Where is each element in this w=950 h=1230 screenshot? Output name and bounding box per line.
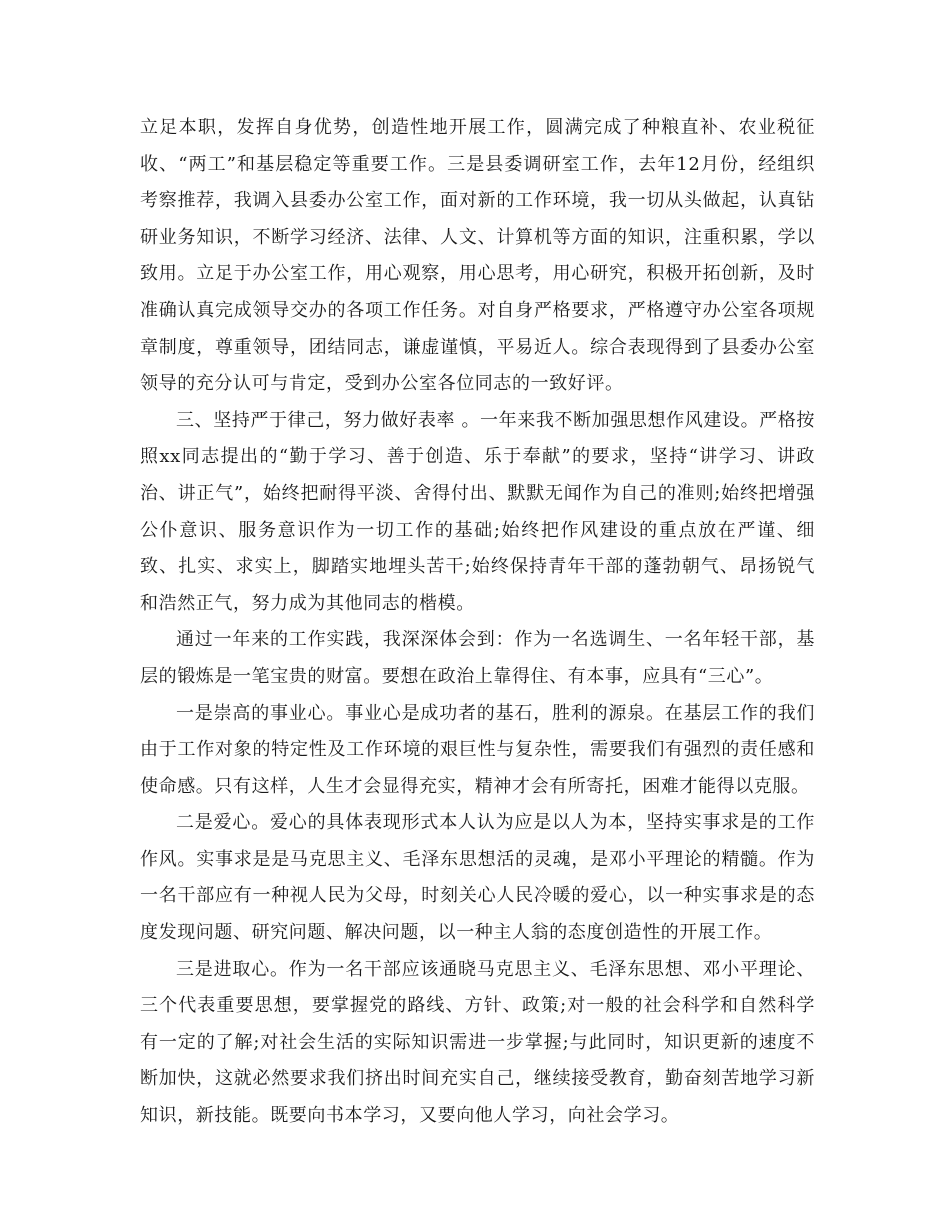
paragraph-6: 三是进取心。作为一名干部应该通晓马克思主义、毛泽东思想、邓小平理论、三个代表重要思想，要掌握党的路线、方针、政策;对一般的社会科学和自然科学有一定的了解;对社会生活的实际知识需进一步掌握;与此同时，知识更新的速度不断加快，这就必然要求我们挤出时间充实自己，继续接受教育，勤奋刻苦地学习新知识，新技能。既要向书本学习，又要向他人学习，向社会学习。 xyxy=(140,958,815,1127)
paragraph-2: 三、坚持严于律己，努力做好表率 。一年来我不断加强思想作风建设。严格按照xx同志提出的“勤于学习、善于创造、乐于奉献”的要求，坚持“讲学习、讲政治、讲正气”，始终把耐得平淡、舍得付出、默默无闻作为自己的准则;始终把增强公仆意识、服务意识作为一切工作的基础;始终把作风建设的重点放在严谨、细致、扎实、求实上，脚踏实地埋头苦干;始终保持青年干部的蓬勃朝气、昂扬锐气和浩然正气，努力成为其他同志的楷模。 xyxy=(140,409,815,614)
paragraph-1: 立足本职，发挥自身优势，创造性地开展工作，圆满完成了种粮直补、农业税征收、“两工”和基层稳定等重要工作。三是县委调研室工作，去年12月份，经组织考察推荐，我调入县委办公室工作，面对新的工作环境，我一切从头做起，认真钻研业务知识，不断学习经济、法律、人文、计算机等方面的知识，注重积累，学以致用。立足于办公室工作，用心观察，用心思考，用心研究，积极开拓创新，及时准确认真完成领导交办的各项工作任务。对自身严格要求，严格遵守办公室各项规章制度，尊重领导，团结同志，谦虚谨慎，平易近人。综合表现得到了县委办公室领导的充分认可与肯定，受到办公室各位同志的一致好评。 xyxy=(140,117,815,395)
document-body xyxy=(140,110,815,1135)
paragraph-3: 通过一年来的工作实践，我深深体会到：作为一名选调生、一名年轻干部，基层的锻炼是一笔宝贵的财富。要想在政治上靠得住、有本事，应具有“三心”。 xyxy=(140,629,815,687)
paragraph-5: 二是爱心。爱心的具体表现形式本人认为应是以人为本，坚持实事求是的工作作风。实事求是是马克思主义、毛泽东思想活的灵魂，是邓小平理论的精髓。作为一名干部应有一种视人民为父母，时刻关心人民冷暖的爱心，以一种实事求是的态度发现问题、研究问题、解决问题，以一种主人翁的态度创造性的开展工作。 xyxy=(140,812,815,944)
paragraph-4: 一是崇高的事业心。事业心是成功者的基石，胜利的源泉。在基层工作的我们由于工作对象的特定性及工作环境的艰巨性与复杂性，需要我们有强烈的责任感和使命感。只有这样，人生才会显得充实，精神才会有所寄托，困难才能得以克服。 xyxy=(140,702,815,797)
